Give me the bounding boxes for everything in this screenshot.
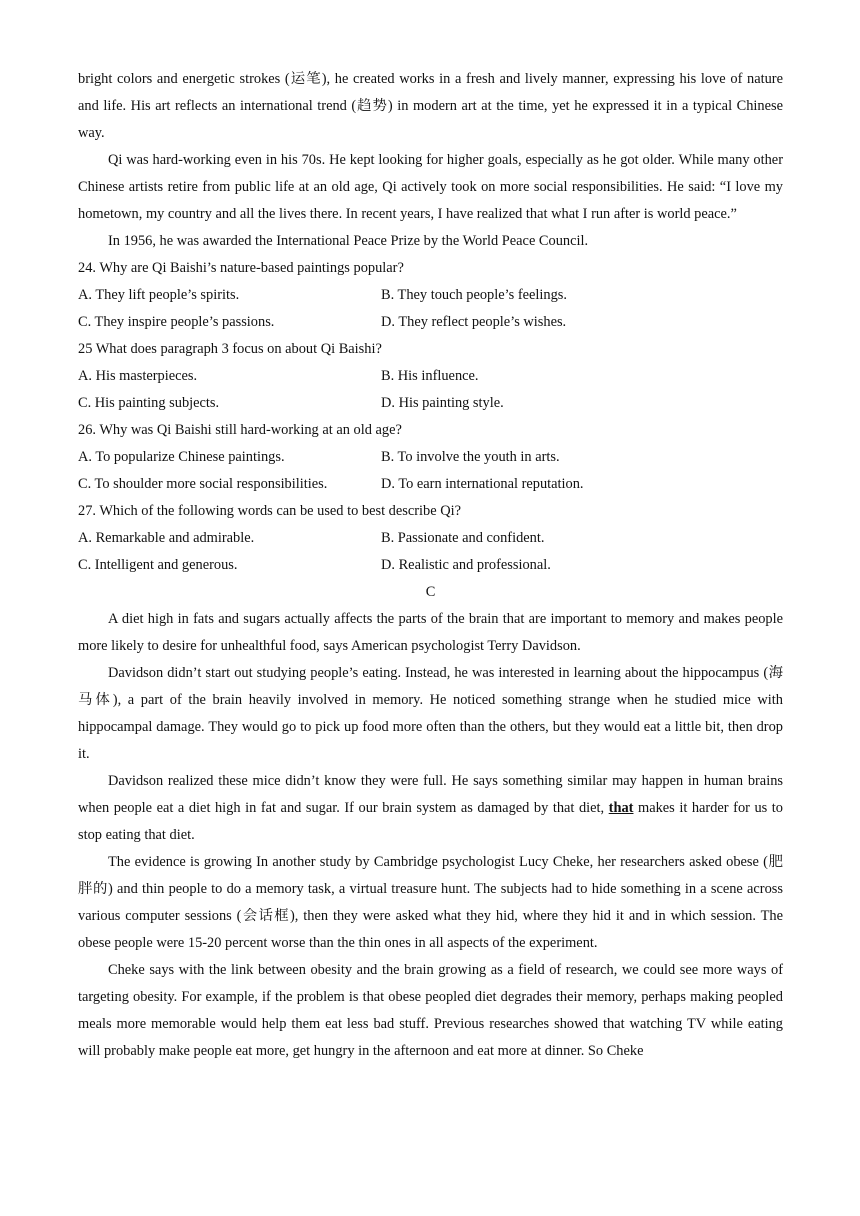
question-26	[78, 417, 783, 498]
question-27	[78, 498, 783, 579]
option-row	[78, 471, 783, 498]
option-b: B. To involve the youth in arts.	[381, 449, 560, 465]
question-stem: 25 What does paragraph 3 focus on about Qi Baishi?	[78, 341, 382, 357]
option-row	[78, 390, 783, 417]
page-content	[78, 66, 783, 1065]
option-d: D. Realistic and professional.	[381, 557, 551, 573]
passage-c-paragraph-3	[78, 768, 783, 849]
passage-c-paragraph-5: Cheke says with the link between obesity and the brain growing as a field of research, we could see more ways of targeting obesity. For example, if the problem is that obese peopled diet degrades their memory, perhaps making peopled meals more memorable would help them eat less bad stuff. Previous researches showed that watching TV while eating will probably make people eat more, get hungry in the afternoon and eat more at dinner. So Cheke	[78, 962, 783, 1059]
option-row	[78, 552, 783, 579]
option-row	[78, 444, 783, 471]
question-stem: 27. Which of the following words can be used to best describe Qi?	[78, 503, 461, 519]
option-d: D. They reflect people’s wishes.	[381, 314, 567, 330]
option-row	[78, 363, 783, 390]
question-stem: 26. Why was Qi Baishi still hard-working at an old age?	[78, 422, 402, 438]
question-25	[78, 336, 783, 417]
option-a: A. Remarkable and admirable.	[78, 530, 255, 546]
option-d: D. His painting style.	[381, 395, 504, 411]
underlined-word: that	[608, 800, 634, 816]
option-row	[78, 525, 783, 552]
passage-c-paragraph-1: A diet high in fats and sugars actually affects the parts of the brain that are important to memory and makes people more likely to desire for unhealthful food, says American psychologist Terry Davidson.	[78, 611, 783, 654]
option-row	[78, 282, 783, 309]
section-letter: C	[425, 584, 436, 600]
option-c: C. His painting subjects.	[78, 395, 220, 411]
option-b: B. They touch people’s feelings.	[381, 287, 567, 303]
passage-b-paragraph-1: bright colors and energetic strokes (运笔), he created works in a fresh and lively manner, expressing his love of nature and life. His art reflects an international trend (趋势) in modern art at the time, yet he expressed it in a typical Chinese way.	[78, 71, 783, 141]
option-a: A. They lift people’s spirits.	[78, 287, 240, 303]
paragraph-text: makes it harder for us to stop eating that diet.	[78, 800, 783, 843]
passage-b-paragraph-2: Qi was hard-working even in his 70s. He kept looking for higher goals, especially as he got older. While many other Chinese artists retire from public life at an old age, Qi actively took on more social responsibilities. He said: “I love my hometown, my country and all the lives there. In recent years, I have realized that what I run after is world peace.”	[78, 152, 783, 222]
option-b: B. Passionate and confident.	[381, 530, 545, 546]
option-row	[78, 309, 783, 336]
option-c: C. They inspire people’s passions.	[78, 314, 275, 330]
option-d: D. To earn international reputation.	[381, 476, 584, 492]
option-c: C. To shoulder more social responsibilities.	[78, 476, 328, 492]
question-24	[78, 255, 783, 336]
paragraph-text: Davidson realized these mice didn’t know they were full. He says something similar may happen in human brains when people eat a diet high in fat and sugar. If our brain system as damaged by that diet,	[78, 773, 783, 816]
passage-c-paragraph-4: The evidence is growing In another study by Cambridge psychologist Lucy Cheke, her researchers asked obese (肥胖的) and thin people to do a memory task, a virtual treasure hunt. The subjects had to hide something in a scene across various computer sessions (会话框), then they were asked what they hid, where they hid it and in which session. The obese people were 15-20 percent worse than the thin ones in all aspects of the experiment.	[78, 854, 783, 951]
question-stem: 24. Why are Qi Baishi’s nature-based paintings popular?	[78, 260, 404, 276]
passage-c-paragraph-2: Davidson didn’t start out studying people’s eating. Instead, he was interested in learning about the hippocampus (海马体), a part of the brain heavily involved in memory. He noticed something strange when he studied mice with hippocampal damage. They would go to pick up food more often than the others, but they would eat a little bit, then drop it.	[78, 665, 783, 762]
passage-b-paragraph-3: In 1956, he was awarded the International Peace Prize by the World Peace Council.	[108, 233, 589, 249]
option-b: B. His influence.	[381, 368, 479, 384]
option-a: A. To popularize Chinese paintings.	[78, 449, 285, 465]
option-a: A. His masterpieces.	[78, 368, 198, 384]
option-c: C. Intelligent and generous.	[78, 557, 238, 573]
